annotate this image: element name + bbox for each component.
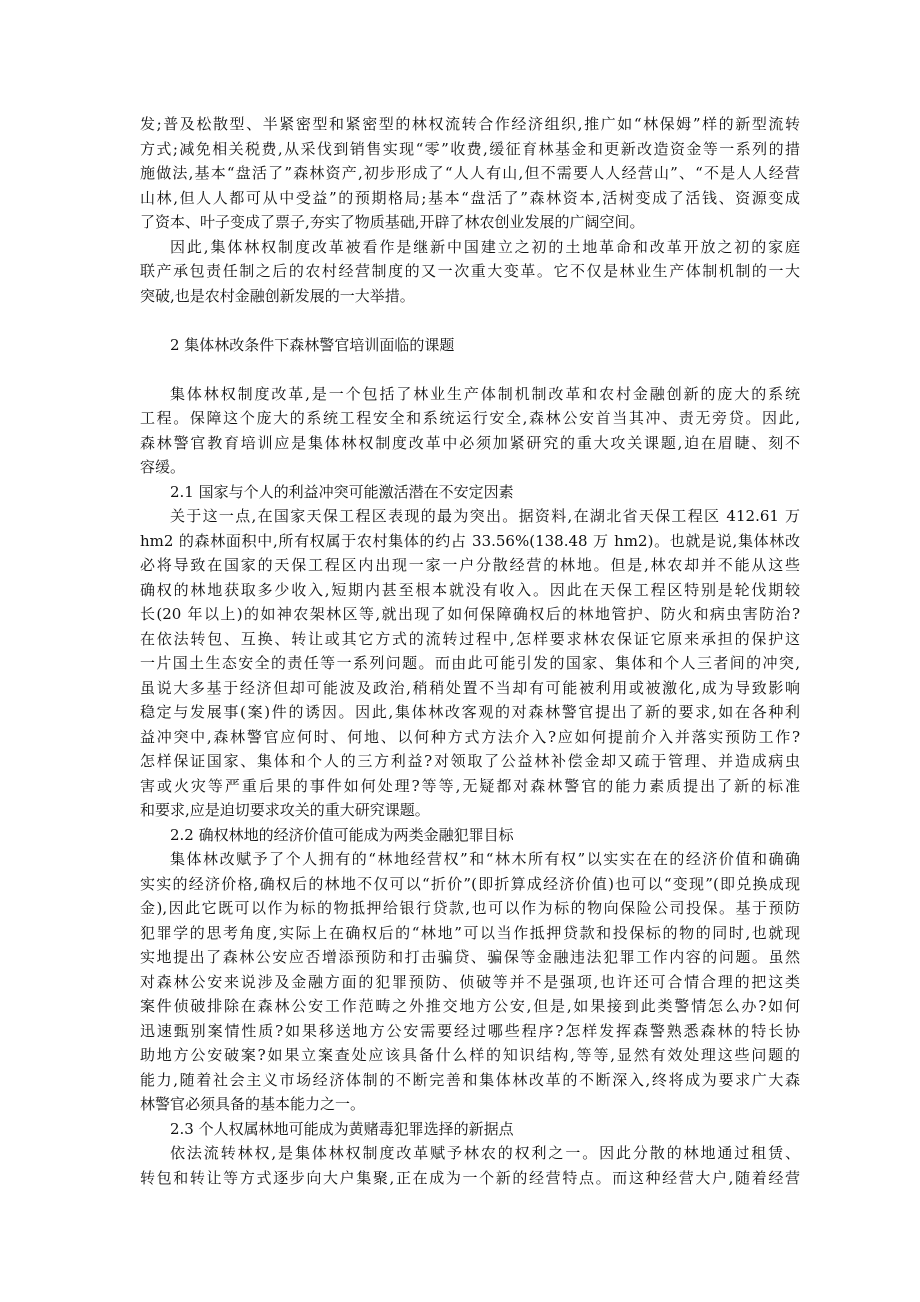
text-line: 对森林公安来说涉及金融方面的犯罪预防、侦破等并不是强项,也许还可合情合理的把这类	[140, 972, 800, 991]
text-line: 集体林权制度改革,是一个包括了林业生产体制机制改革和农村金融创新的庞大的系统	[170, 384, 800, 403]
text-line: 必将导致在国家的天保工程区内出现一家一户分散经营的林地。但是,林农却并不能从这些	[140, 556, 800, 574]
text-line: 能力,随着社会主义市场经济体制的不断完善和集体林改革的不断深入,终将成为要求广大森	[140, 1070, 800, 1089]
text-line: 工程。保障这个庞大的系统工程安全和系统运行安全,森林公安首当其冲、责无旁贷。因此,	[140, 409, 800, 427]
text-line: 案件侦破排除在森林公安工作范畴之外推交地方公安,但是,如果接到此类警情怎么办?如何	[140, 997, 800, 1015]
text-line: 在依法转包、互换、转让或其它方式的流转过程中,怎样要求林农保证它原来承担的保护这	[140, 629, 800, 648]
text-line: 和要求,应是迫切要求攻关的重大研究课题。	[140, 801, 430, 819]
text-line: 方式;减免相关税费,从采伐到销售实现“零”收费,缓征育林基金和更新改造资金等一系列的措	[140, 139, 800, 158]
text-line: 转包和转让等方式逐步向大户集聚,正在成为一个新的经营特点。而这种经营大户,随着经营	[140, 1168, 800, 1187]
text-line: 害或火灾等严重后果的事件如何处理?等等,无疑都对森林警官的能力素质提出了新的标准	[140, 776, 800, 795]
text-line: 施做法,基本“盘活了”森林资产,初步形成了“人人有山,但不需要人人经营山”、“不是人人经营	[140, 164, 800, 182]
text-line: 了资本、叶子变成了票子,夯实了物质基础,开辟了林农创业发展的广阔空间。	[140, 213, 645, 231]
text-line: 迅速甄别案情性质?如果移送地方公安需要经过哪些程序?怎样发挥森警熟悉森林的特长协	[140, 1021, 800, 1040]
text-line: 实实的经济价格,确权后的林地不仅可以“折价”(即折算成经济价值)也可以“变现”(即兑换成现	[140, 874, 800, 893]
text-line: 容缓。	[140, 458, 186, 476]
text-line: 发;普及松散型、半紧密型和紧密型的林权流转合作经济组织,推广如“林保姆”样的新型流转	[140, 115, 800, 133]
subsection-heading: 2.3 个人权属林地可能成为黄赌毒犯罪选择的新据点	[170, 1119, 514, 1138]
text-line: 怎样保证国家、集体和个人的三方利益?对领取了公益林补偿金却又疏于管理、并造成病虫	[140, 752, 800, 770]
text-line: 联产承包责任制之后的农村经营制度的又一次重大变革。它不仅是林业生产体制机制的一大	[140, 262, 800, 280]
text-line: 稳定与发展事(案)件的诱因。因此,集体林改客观的对森林警官提出了新的要求,如在各种利	[140, 703, 800, 721]
text-line: 实地提出了森林公安应否增添预防和打击骗贷、骗保等金融违法犯罪工作内容的问题。虽然	[140, 948, 800, 966]
text-line: 森林警官教育培训应是集体林权制度改革中必须加紧研究的重大攻关课题,迫在眉睫、刻不	[140, 433, 800, 452]
text-line: 益冲突中,森林警官应何时、何地、以何种方式方法介入?应如何提前介入并落实预防工作?	[140, 727, 800, 746]
text-line: hm2 的森林面积中,所有权属于农村集体的约占 33.56%(138.48 万 hm2)。也就是说,集体林改	[140, 531, 800, 550]
text-line: 长(20 年以上)的如神农架林区等,就出现了如何保障确权后的林地管护、防火和病虫害防治?	[140, 605, 800, 623]
text-line: 山林,但人人都可从中受益”的预期格局;基本“盘活了”森林资本,活树变成了活钱、资源变成	[140, 188, 800, 207]
document-body	[140, 112, 800, 1190]
text-line: 金),因此它既可以作为标的物抵押给银行贷款,也可以作为标的物向保险公司投保。基于预防	[140, 899, 800, 917]
text-line: 确权的林地获取多少收入,短期内甚至根本就没有收入。因此在天保工程区特别是轮伐期较	[140, 580, 800, 599]
text-line: 助地方公安破案?如果立案查处应该具备什么样的知识结构,等等,显然有效处理这些问题的	[140, 1046, 800, 1064]
text-line: 关于这一点,在国家天保工程区表现的最为突出。据资料,在湖北省天保工程区 412.61 万	[170, 507, 800, 525]
text-line: 虽说大多基于经济但却可能波及政治,稍稍处置不当却有可能被利用或被激化,成为导致影响	[140, 678, 800, 697]
section-heading: 2 集体林改条件下森林警官培训面临的课题	[170, 335, 455, 354]
text-line: 因此,集体林权制度改革被看作是继新中国建立之初的土地革命和改革开放之初的家庭	[170, 237, 800, 256]
text-line: 林警官必须具备的基本能力之一。	[140, 1095, 366, 1113]
text-line: 一片国土生态安全的责任等一系列问题。而由此可能引发的国家、集体和个人三者间的冲突,	[140, 654, 800, 672]
text-line: 集体林改赋予了个人拥有的“林地经营权”和“林木所有权”以实实在在的经济价值和确确	[170, 850, 800, 868]
text-line: 突破,也是农村金融创新发展的一大举措。	[140, 286, 415, 305]
text-line: 依法流转林权,是集体林权制度改革赋予林农的权利之一。因此分散的林地通过租赁、	[170, 1144, 800, 1162]
subsection-heading: 2.1 国家与个人的利益冲突可能激活潜在不安定因素	[170, 482, 514, 501]
subsection-heading: 2.2 确权林地的经济价值可能成为两类金融犯罪目标	[170, 825, 514, 844]
text-line: 犯罪学的思考角度,实际上在确权后的“林地”可以当作抵押贷款和投保标的物的同时,也就现	[140, 923, 800, 942]
